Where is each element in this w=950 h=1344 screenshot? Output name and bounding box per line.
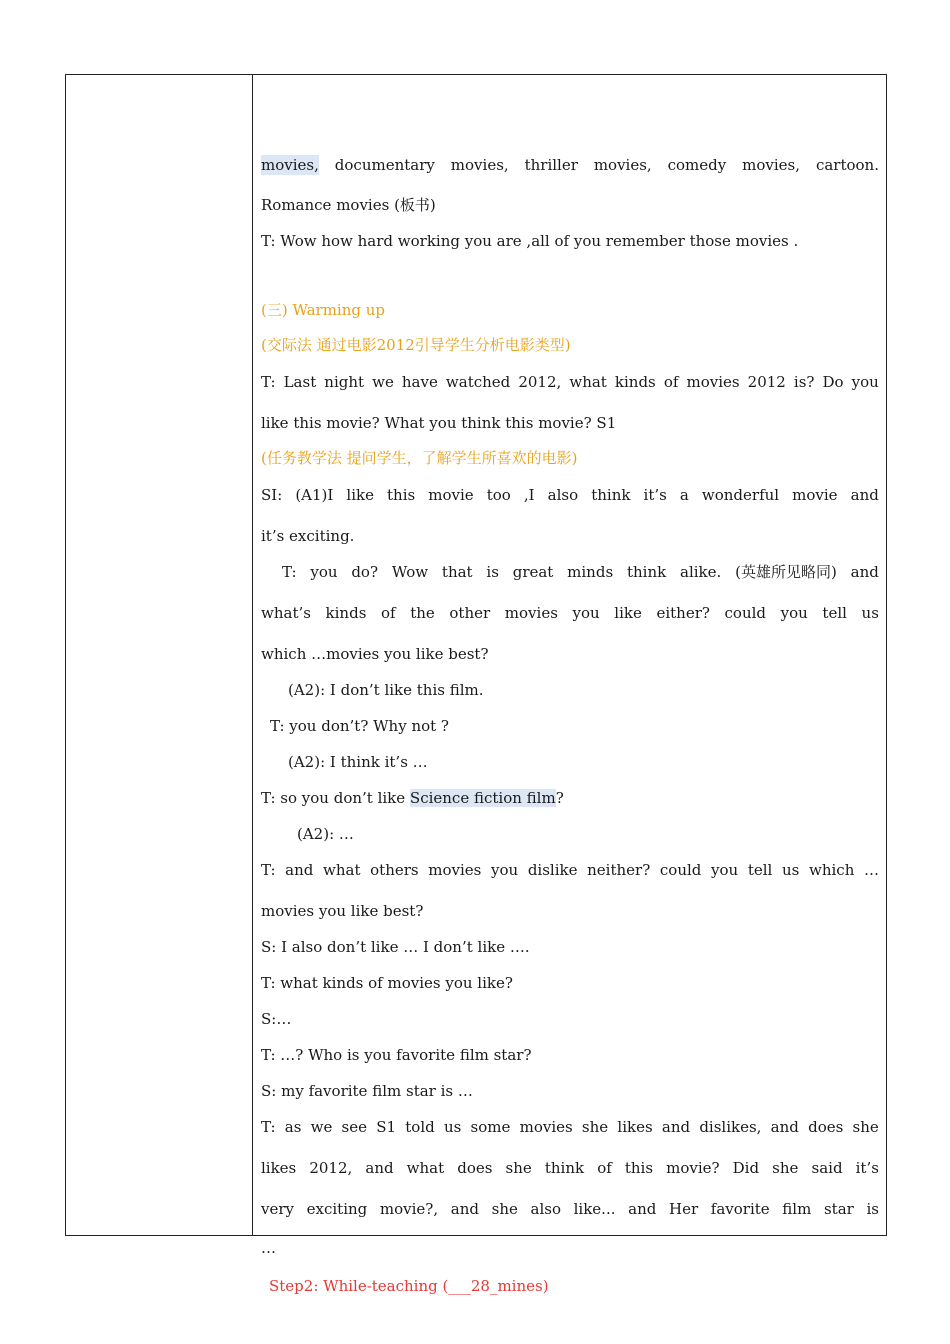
word: said bbox=[811, 1159, 843, 1177]
word: and bbox=[628, 1200, 657, 1218]
word: what bbox=[323, 861, 361, 879]
highlighted-text: Science fiction film bbox=[409, 789, 556, 807]
text-segment: ? bbox=[555, 789, 564, 807]
word: this bbox=[624, 1159, 654, 1177]
text-line bbox=[261, 1199, 879, 1219]
word: cartoon. bbox=[815, 156, 879, 174]
word: likes bbox=[261, 1159, 297, 1177]
word: it’s bbox=[643, 486, 667, 504]
word: the bbox=[410, 604, 435, 622]
word: exciting bbox=[306, 1200, 368, 1218]
text-line bbox=[261, 372, 879, 392]
word: Her bbox=[669, 1200, 699, 1218]
word: kinds bbox=[614, 373, 656, 391]
text-line: … bbox=[261, 1239, 276, 1257]
word: (英雄所见略同) bbox=[735, 563, 837, 581]
text-line: movies you like best? bbox=[261, 902, 424, 920]
word: you bbox=[711, 861, 739, 879]
text-line: T: Wow how hard working you are ,all of you remember those movies . bbox=[261, 232, 799, 250]
word: and bbox=[770, 1118, 799, 1136]
word: it’s bbox=[855, 1159, 879, 1177]
word: T: bbox=[261, 373, 276, 391]
word: also bbox=[530, 1200, 561, 1218]
word: and bbox=[285, 861, 314, 879]
word: movie? bbox=[666, 1159, 720, 1177]
word: told bbox=[405, 1118, 435, 1136]
word: star bbox=[823, 1200, 854, 1218]
lesson-content-cell bbox=[253, 75, 886, 1295]
method-note: (交际法 通过电影2012引导学生分析电影类型) bbox=[261, 336, 571, 354]
word: think bbox=[544, 1159, 585, 1177]
word: movies bbox=[428, 861, 482, 879]
word: us bbox=[443, 1118, 462, 1136]
left-column-cell bbox=[66, 75, 253, 1235]
word: Did bbox=[732, 1159, 760, 1177]
text-line bbox=[261, 1158, 879, 1178]
text-line: like this movie? What you think this movie? S1 bbox=[261, 414, 617, 432]
word: Wow bbox=[391, 563, 429, 581]
section-heading: (三) Warming up bbox=[261, 301, 386, 319]
word: have bbox=[401, 373, 438, 391]
word: documentary bbox=[334, 156, 435, 174]
lesson-table bbox=[65, 74, 887, 1295]
word: other bbox=[449, 604, 491, 622]
word: movies bbox=[504, 604, 558, 622]
word: movie bbox=[428, 486, 474, 504]
word: movies, bbox=[593, 156, 652, 174]
word: and bbox=[365, 1159, 394, 1177]
word: S1 bbox=[376, 1118, 397, 1136]
word: and bbox=[850, 563, 879, 581]
word: you bbox=[491, 861, 519, 879]
word: likes bbox=[617, 1118, 653, 1136]
word: watched bbox=[445, 373, 511, 391]
word: like bbox=[614, 604, 642, 622]
method-note: (任务教学法 提问学生，了解学生所喜欢的电影) bbox=[261, 449, 578, 467]
word: you bbox=[310, 563, 338, 581]
word: think bbox=[591, 486, 631, 504]
text-line bbox=[261, 1117, 879, 1137]
word: movies bbox=[519, 1118, 573, 1136]
word: night bbox=[324, 373, 365, 391]
text-line: T: …? Who is you favorite film star? bbox=[261, 1046, 532, 1064]
word: does bbox=[457, 1159, 493, 1177]
word: 2012, bbox=[309, 1159, 353, 1177]
word: alike. bbox=[680, 563, 722, 581]
word: could bbox=[724, 604, 767, 622]
word: she bbox=[491, 1200, 518, 1218]
word: of bbox=[381, 604, 396, 622]
word: you bbox=[780, 604, 808, 622]
text-line: Romance movies (板书) bbox=[261, 196, 436, 214]
word: either? bbox=[656, 604, 710, 622]
text-line: it’s exciting. bbox=[261, 527, 355, 545]
text-line: T: you don’t? Why not ? bbox=[270, 717, 449, 735]
word: 2012, bbox=[518, 373, 562, 391]
word: what’s bbox=[261, 604, 311, 622]
text-line bbox=[261, 155, 879, 175]
word: and bbox=[450, 1200, 479, 1218]
word: this bbox=[387, 486, 416, 504]
word: very bbox=[261, 1200, 294, 1218]
word: Last bbox=[283, 373, 317, 391]
word: others bbox=[370, 861, 419, 879]
word: kinds bbox=[325, 604, 367, 622]
word: we bbox=[372, 373, 394, 391]
step-heading: Step2: While-teaching (___28_mines) bbox=[269, 1277, 549, 1295]
word: movies, bbox=[742, 156, 801, 174]
word: what bbox=[569, 373, 607, 391]
word: dislike bbox=[527, 861, 578, 879]
word: like bbox=[346, 486, 374, 504]
word: you bbox=[572, 604, 600, 622]
word: of bbox=[663, 373, 679, 391]
text-line bbox=[261, 603, 879, 623]
text-line bbox=[261, 788, 871, 808]
word: she bbox=[852, 1118, 879, 1136]
word: a bbox=[679, 486, 689, 504]
word: thriller bbox=[524, 156, 578, 174]
word: you bbox=[851, 373, 879, 391]
text-line bbox=[261, 860, 879, 880]
word: minds bbox=[567, 563, 614, 581]
word: and bbox=[850, 486, 879, 504]
text-line bbox=[261, 485, 879, 505]
word: 2012 bbox=[747, 373, 786, 391]
word: as bbox=[284, 1118, 302, 1136]
word: could bbox=[659, 861, 702, 879]
text-line: (A2): … bbox=[297, 825, 354, 843]
word: movie bbox=[792, 486, 838, 504]
word: that bbox=[441, 563, 473, 581]
text-line: (A2): I don’t like this film. bbox=[288, 681, 484, 699]
word: she bbox=[581, 1118, 609, 1136]
word: see bbox=[341, 1118, 367, 1136]
text-segment: T: so you don’t like bbox=[261, 789, 410, 807]
word: film bbox=[782, 1200, 812, 1218]
text-line: which …movies you like best? bbox=[261, 645, 489, 663]
word: what bbox=[406, 1159, 445, 1177]
word: too bbox=[486, 486, 511, 504]
word: Do bbox=[822, 373, 844, 391]
text-line: (A2): I think it’s … bbox=[288, 753, 428, 771]
word: which bbox=[809, 861, 855, 879]
word: wonderful bbox=[701, 486, 780, 504]
word: she bbox=[505, 1159, 532, 1177]
word: … bbox=[864, 861, 879, 879]
word: T: bbox=[282, 563, 297, 581]
text-line: T: what kinds of movies you like? bbox=[261, 974, 513, 992]
word: is bbox=[866, 1200, 879, 1218]
text-line: S:… bbox=[261, 1010, 292, 1028]
word: SI: bbox=[261, 486, 283, 504]
word: of bbox=[597, 1159, 612, 1177]
word: she bbox=[772, 1159, 799, 1177]
word: does bbox=[808, 1118, 844, 1136]
word: neither? bbox=[587, 861, 651, 879]
word: comedy bbox=[667, 156, 727, 174]
word: dislikes, bbox=[699, 1118, 762, 1136]
word: T: bbox=[261, 1118, 276, 1136]
word: do? bbox=[351, 563, 379, 581]
word: great bbox=[512, 563, 554, 581]
word: we bbox=[310, 1118, 333, 1136]
word: is? bbox=[793, 373, 815, 391]
word: (A1)I bbox=[295, 486, 334, 504]
word: and bbox=[661, 1118, 691, 1136]
word: ,I bbox=[523, 486, 535, 504]
text-line bbox=[282, 562, 879, 582]
word: us bbox=[782, 861, 800, 879]
text-line: S: I also don’t like … I don’t like …. bbox=[261, 938, 530, 956]
word: movies, bbox=[450, 156, 509, 174]
word: movie?, bbox=[379, 1200, 439, 1218]
word: think bbox=[626, 563, 667, 581]
word: favorite bbox=[710, 1200, 770, 1218]
word: also bbox=[547, 486, 579, 504]
word: us bbox=[861, 604, 879, 622]
word: movies bbox=[686, 373, 740, 391]
word: tell bbox=[747, 861, 773, 879]
word: T: bbox=[261, 861, 276, 879]
word: tell bbox=[822, 604, 847, 622]
word: like... bbox=[573, 1200, 616, 1218]
word: movies, bbox=[261, 156, 319, 174]
word: is bbox=[486, 563, 499, 581]
text-line: S: my favorite film star is … bbox=[261, 1082, 473, 1100]
word: some bbox=[470, 1118, 511, 1136]
